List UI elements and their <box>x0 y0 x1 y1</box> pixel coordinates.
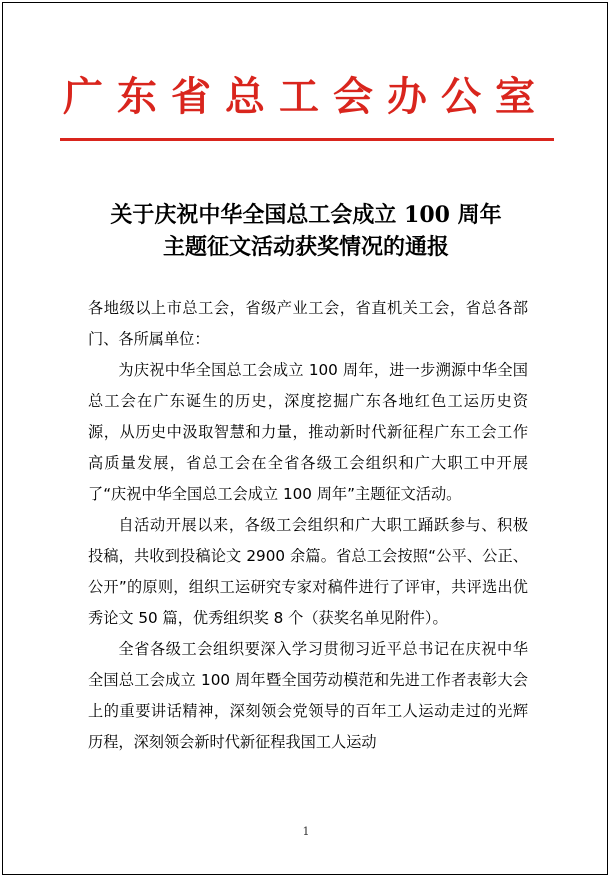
salutation: 各地级以上市总工会，省级产业工会，省直机关工会，省总各部门、各所属单位： <box>88 299 528 348</box>
title-line-2: 主题征文活动获奖情况的通报 <box>162 234 449 260</box>
page-number: 1 <box>302 825 310 838</box>
title-line-1: 关于庆祝中华全国总工会成立 100 周年 <box>110 202 502 228</box>
paragraph-3: 全省各级工会组织要深入学习贯彻习近平总书记在庆祝中华全国总工会成立 100 周年暨全国劳动模范和先进工作者表彰大会上的重要讲话精神，深刻领会党领导的百年工人运动走过的光辉历程，深刻领会新时代新征程我国工人运动 <box>88 640 528 751</box>
document-title <box>3 199 609 263</box>
document-page <box>2 2 608 875</box>
red-divider-line <box>60 138 554 141</box>
organization-header: 广东省总工会办公室 <box>63 73 549 120</box>
paragraph-2: 自活动开展以来，各级工会组织和广大职工踊跃参与、积极投稿，共收到投稿论文 2900 余篇。省总工会按照“公平、公正、公开”的原则，组织工运研究专家对稿件进行了评审，共评选出优秀论文 50 篇，优秀组织奖 8 个（获奖名单见附件）。 <box>88 516 528 627</box>
paragraph-1: 为庆祝中华全国总工会成立 100 周年，进一步溯源中华全国总工会在广东诞生的历史，深度挖掘广东各地红色工运历史资源，从历史中汲取智慧和力量，推动新时代新征程广东工会工作高质量发展，省总工会在全省各级工会组织和广大职工中开展了“庆祝中华全国总工会成立 100 周年”主题征文活动。 <box>88 361 528 503</box>
document-body <box>88 293 528 758</box>
